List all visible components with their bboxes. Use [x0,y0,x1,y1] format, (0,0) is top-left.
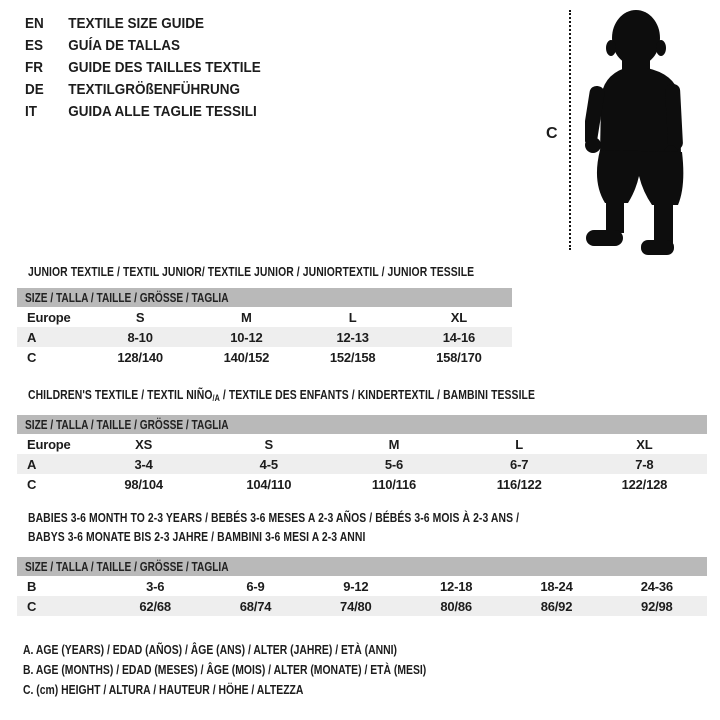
size-cell: 140/152 [223,349,270,365]
size-cell: 6-7 [510,456,529,472]
size-cell: 62/68 [139,598,171,614]
size-header-bar [17,557,707,576]
language-code: ES [25,37,44,54]
size-cell: 10-12 [230,329,263,345]
list-item [25,13,261,35]
size-cell: 128/140 [117,349,163,365]
size-header-text: SIZE / TALLA / TAILLE / GRÖSSE / TAGLIA [25,290,229,305]
list-item [25,57,261,79]
size-cell: L [515,436,524,452]
guide-title: GUÍA DE TALLAS [68,37,180,54]
row-label: C [27,349,37,365]
size-cell: 12-13 [336,329,369,345]
size-cell: 14-16 [442,329,475,345]
row-label: B [27,578,37,594]
size-cell: 110/116 [371,476,417,492]
guide-title: TEXTILE SIZE GUIDE [68,15,204,32]
table-row [17,576,707,596]
table-row [17,327,512,347]
size-header-bar [17,288,512,307]
table-row [17,596,707,616]
guide-title: GUIDA ALLE TAGLIE TESSILI [68,103,257,120]
table-header-row [17,557,707,576]
note-b: B. AGE (MONTHS) / EDAD (MESES) / ÂGE (MOIS) / ALTER (MONATE) / ETÀ (MESI) [23,662,427,677]
table-row [17,474,707,494]
size-cell: L [348,309,357,325]
language-code: DE [25,81,44,98]
size-cell: 104/110 [246,476,292,492]
title-text: / TEXTILE DES ENFANTS / KINDERTEXTIL / BAMBINI TESSILE [219,387,535,402]
size-cell: 122/128 [621,476,668,492]
size-cell: 80/86 [440,598,472,614]
measure-c-label: C [546,125,558,142]
size-cell: 5-6 [384,456,404,472]
title-subscript: /A [212,393,220,403]
title-line-1: BABIES 3-6 MONTH TO 2-3 YEARS / BEBÉS 3-6 MESES A 2-3 AÑOS / BÉBÉS 3-6 MOIS À 2-3 ANS / [28,510,520,525]
size-cell: 116/122 [496,476,542,492]
row-label: Europe [27,309,71,325]
size-cell: 4-5 [259,456,278,472]
size-cell: 8-10 [127,329,153,345]
size-cell: 158/170 [436,349,482,365]
row-label: Europe [27,436,71,452]
language-code: IT [25,103,38,120]
language-code: EN [25,15,44,32]
size-cell: 24-36 [640,578,673,594]
note-a: A. AGE (YEARS) / EDAD (AÑOS) / ÂGE (ANS) / ALTER (JAHRE) / ETÀ (ANNI) [23,642,398,657]
children-size-table [17,415,707,494]
size-cell: M [241,309,252,325]
size-header-text: SIZE / TALLA / TAILLE / GRÖSSE / TAGLIA [25,559,229,574]
title-text: CHILDREN'S TEXTILE / TEXTIL NIÑO [28,387,213,402]
table-header-row [17,288,512,307]
size-header-text: SIZE / TALLA / TAILLE / GRÖSSE / TAGLIA [25,417,229,432]
size-cell: 18-24 [540,578,573,594]
size-cell: 12-18 [440,578,473,594]
list-item [25,101,261,123]
size-cell: 7-8 [635,456,654,472]
row-label: C [27,476,37,492]
size-cell: XL [450,309,467,325]
table-row [17,307,512,327]
language-code: FR [25,59,43,76]
size-cell: XL [636,436,653,452]
table-row [17,347,512,367]
table-row [17,434,707,454]
table-row [17,454,707,474]
size-cell: 3-4 [134,456,153,472]
size-cell: XS [135,436,153,452]
size-cell: 9-12 [343,578,369,594]
row-label: C [27,598,37,614]
dotted-measure-line [569,10,571,250]
junior-size-table [17,288,512,367]
size-cell: 86/92 [540,598,573,614]
title-line-2: BABYS 3-6 MONATE BIS 2-3 JAHRE / BAMBINI 3-6 MESI A 2-3 ANNI [28,529,366,544]
size-cell: 98/104 [124,476,163,492]
junior-section-title: JUNIOR TEXTILE / TEXTIL JUNIOR/ TEXTILE JUNIOR / JUNIORTEXTIL / JUNIOR TESSILE [28,264,475,279]
babies-size-table [17,557,707,616]
note-c: C. (cm) HEIGHT / ALTURA / HAUTEUR / HÖHE / ALTEZZA [23,682,304,697]
size-cell: S [264,436,274,452]
size-cell: 6-9 [246,578,265,594]
legend-notes [23,640,527,700]
size-cell: 68/74 [239,598,272,614]
size-cell: 74/80 [340,598,372,614]
row-label: A [27,329,37,345]
size-header-bar [17,415,707,434]
list-item [25,79,261,101]
guide-title: GUIDE DES TAILLES TEXTILE [68,59,261,76]
toddler-silhouette-icon [585,2,705,257]
language-title-list [25,13,287,123]
row-label: A [27,456,37,472]
size-cell: 92/98 [641,598,673,614]
babies-section-title [28,508,519,546]
guide-title: TEXTILGRÖßENFÜHRUNG [68,81,240,98]
list-item [25,35,261,57]
size-cell: S [135,309,145,325]
size-cell: M [388,436,400,452]
height-measure-figure [540,0,720,262]
children-section-title [28,385,535,408]
size-cell: 152/158 [329,349,376,365]
size-cell: 3-6 [146,578,165,594]
table-header-row [17,415,707,434]
